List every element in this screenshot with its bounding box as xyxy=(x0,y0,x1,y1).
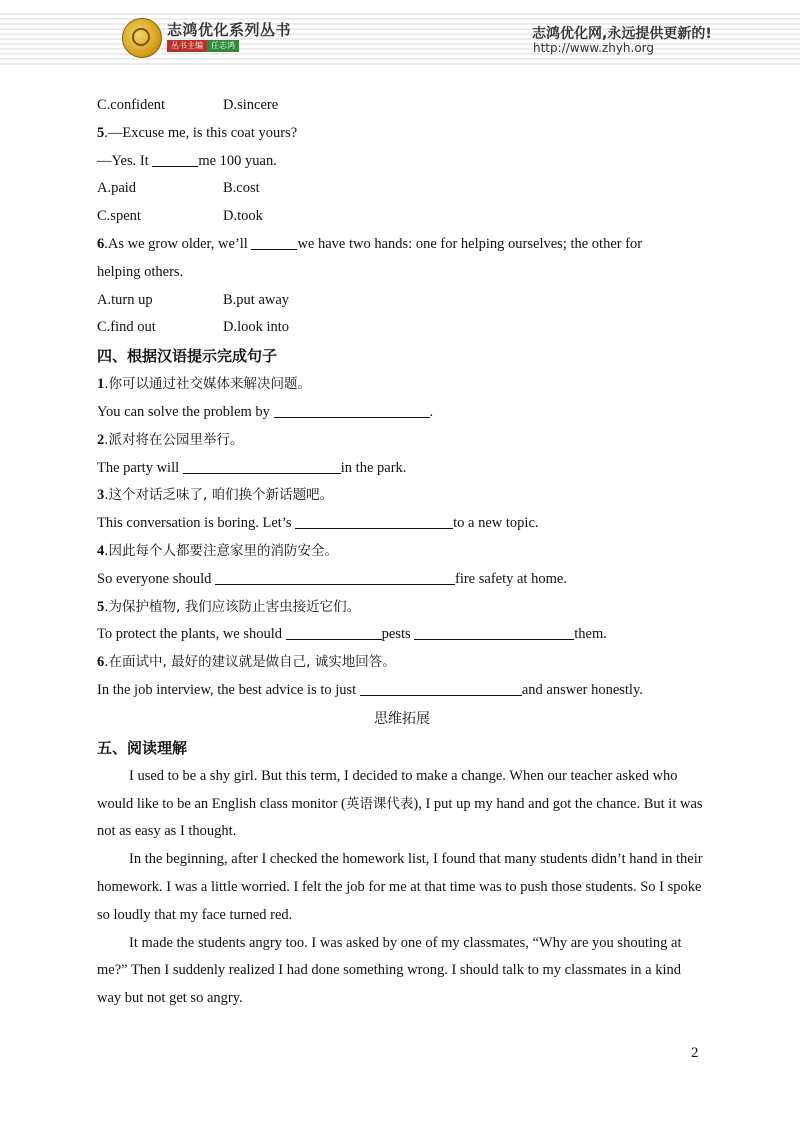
section-five-title: 五、阅读理解 xyxy=(97,738,188,757)
page-content xyxy=(97,92,707,1013)
english-text-after: to a new topic. xyxy=(453,515,539,532)
answer-blank xyxy=(183,458,341,474)
english-text-before: In the job interview, the best advice is to just xyxy=(97,681,360,698)
q6-options-ab xyxy=(97,287,707,315)
option-a: A.turn up xyxy=(97,291,153,308)
english-text-after: them. xyxy=(574,626,607,643)
item-number: 6 xyxy=(97,654,105,671)
chinese-gloss: 英语课代表 xyxy=(345,795,414,812)
chinese-prompt: .这个对话乏味了, 咱们换个新话题吧。 xyxy=(104,487,334,504)
question-number: 6 xyxy=(97,235,105,252)
question-text-after: we have two hands: one for helping ourselves; the other for xyxy=(297,235,643,252)
option-a: A.paid xyxy=(97,180,137,197)
chinese-prompt: .派对将在公园里举行。 xyxy=(104,431,244,448)
question-text: .—Excuse me, is this coat yours? xyxy=(104,124,298,141)
option-b: B.put away xyxy=(223,291,290,308)
english-text-middle: pests xyxy=(381,626,415,643)
english-text-after: and answer honestly. xyxy=(521,681,643,698)
s4-item3-en xyxy=(97,510,707,538)
q5-reply xyxy=(97,148,707,176)
option-d: D.sincere xyxy=(223,97,279,113)
q6-stem xyxy=(97,231,707,259)
paragraph-text: I used to be a shy girl. But this term, I decided to make a change. When our teacher asked who would like to be an English class monitor ( xyxy=(97,767,678,812)
answer-blank xyxy=(286,624,382,640)
option-c: C.spent xyxy=(97,208,141,225)
english-text-after: in the park. xyxy=(340,459,407,476)
answer-blank xyxy=(295,513,453,529)
header-slogan: 志鸿优化网,永远提供更新的! xyxy=(532,26,712,42)
s4-item1-cn xyxy=(97,371,707,399)
english-text-before: This conversation is boring. Let’s xyxy=(97,515,296,532)
s4-item4-en xyxy=(97,566,707,594)
s4-item3-cn xyxy=(97,482,707,510)
q5-options-ab xyxy=(97,175,707,203)
series-logo-icon xyxy=(122,18,162,58)
q6-stem-cont: helping others. xyxy=(97,263,184,280)
item-number: 4 xyxy=(97,542,105,559)
s4-item5-en xyxy=(97,621,707,649)
option-c: C.confident xyxy=(97,97,166,113)
page-header xyxy=(0,0,800,70)
answer-blank xyxy=(152,151,198,167)
item-number: 3 xyxy=(97,487,105,504)
chinese-prompt: .为保护植物, 我们应该防止害虫接近它们。 xyxy=(104,598,361,615)
reading-paragraph-1 xyxy=(97,763,707,846)
s4-item2-en xyxy=(97,455,707,483)
section-four-title: 四、根据汉语提示完成句子 xyxy=(97,347,278,366)
s4-item1-en xyxy=(97,399,707,427)
option-c: C.find out xyxy=(97,319,156,336)
item-number: 2 xyxy=(97,431,105,448)
chinese-prompt: .在面试中, 最好的建议就是做自己, 诚实地回答。 xyxy=(104,654,396,671)
q4-options-cd xyxy=(97,92,707,120)
thinking-extension-title: 思维拓展 xyxy=(374,710,430,727)
s4-item6-en xyxy=(97,677,707,705)
item-number: 5 xyxy=(97,598,105,615)
chinese-prompt: .你可以通过社交媒体来解决问题。 xyxy=(104,376,312,393)
answer-blank xyxy=(360,680,522,696)
answer-blank xyxy=(414,624,574,640)
english-text-after: fire safety at home. xyxy=(455,570,567,587)
answer-blank xyxy=(251,234,297,250)
english-text-before: You can solve the problem by xyxy=(97,403,274,420)
s4-item6-cn xyxy=(97,649,707,677)
editor-tag-label: 丛书主编 xyxy=(167,40,207,52)
answer-blank xyxy=(215,569,455,585)
s4-item2-cn xyxy=(97,427,707,455)
reply-text-before: —Yes. It xyxy=(97,152,153,169)
header-url: http://www.zhyh.org xyxy=(533,41,655,55)
option-d: D.took xyxy=(223,208,263,225)
page-number: 2 xyxy=(691,1045,699,1061)
question-text-before: .As we grow older, we’ll xyxy=(104,235,252,252)
q6-options-cd xyxy=(97,314,707,342)
s4-item4-cn xyxy=(97,538,707,566)
reply-text-after: me 100 yuan. xyxy=(198,152,277,169)
reading-paragraph-2: In the beginning, after I checked the homework list, I found that many students didn’t hand in their homework. I was a little worried. I felt the job for me at that time was to push those students. So I spoke so loudly that my face turned red. xyxy=(97,851,703,923)
reading-paragraph-3: It made the students angry too. I was asked by one of my classmates, “Why are you shouting at me?” Then I suddenly realized I had done something wrong. I should talk to my classmates in a kind way but not get so angry. xyxy=(97,934,682,1007)
q5-stem xyxy=(97,120,707,148)
answer-blank xyxy=(274,402,430,418)
question-number: 5 xyxy=(97,124,105,141)
paragraph-text: ), I put up my hand and got the chance. But it was not as easy as I thought. xyxy=(97,795,703,840)
editor-tag-name: 任志鸿 xyxy=(207,40,239,52)
english-text-before: So everyone should xyxy=(97,570,215,587)
option-d: D.look into xyxy=(223,319,290,336)
english-text-before: The party will xyxy=(97,459,183,476)
q5-options-cd xyxy=(97,203,707,231)
chinese-prompt: .因此每个人都要注意家里的消防安全。 xyxy=(104,542,339,559)
option-b: B.cost xyxy=(223,180,260,197)
english-text-after: . xyxy=(429,403,434,420)
item-number: 1 xyxy=(97,376,105,393)
english-text-before: To protect the plants, we should xyxy=(97,626,286,643)
s4-item5-cn xyxy=(97,594,707,622)
series-title: 志鸿优化系列丛书 xyxy=(167,21,292,39)
